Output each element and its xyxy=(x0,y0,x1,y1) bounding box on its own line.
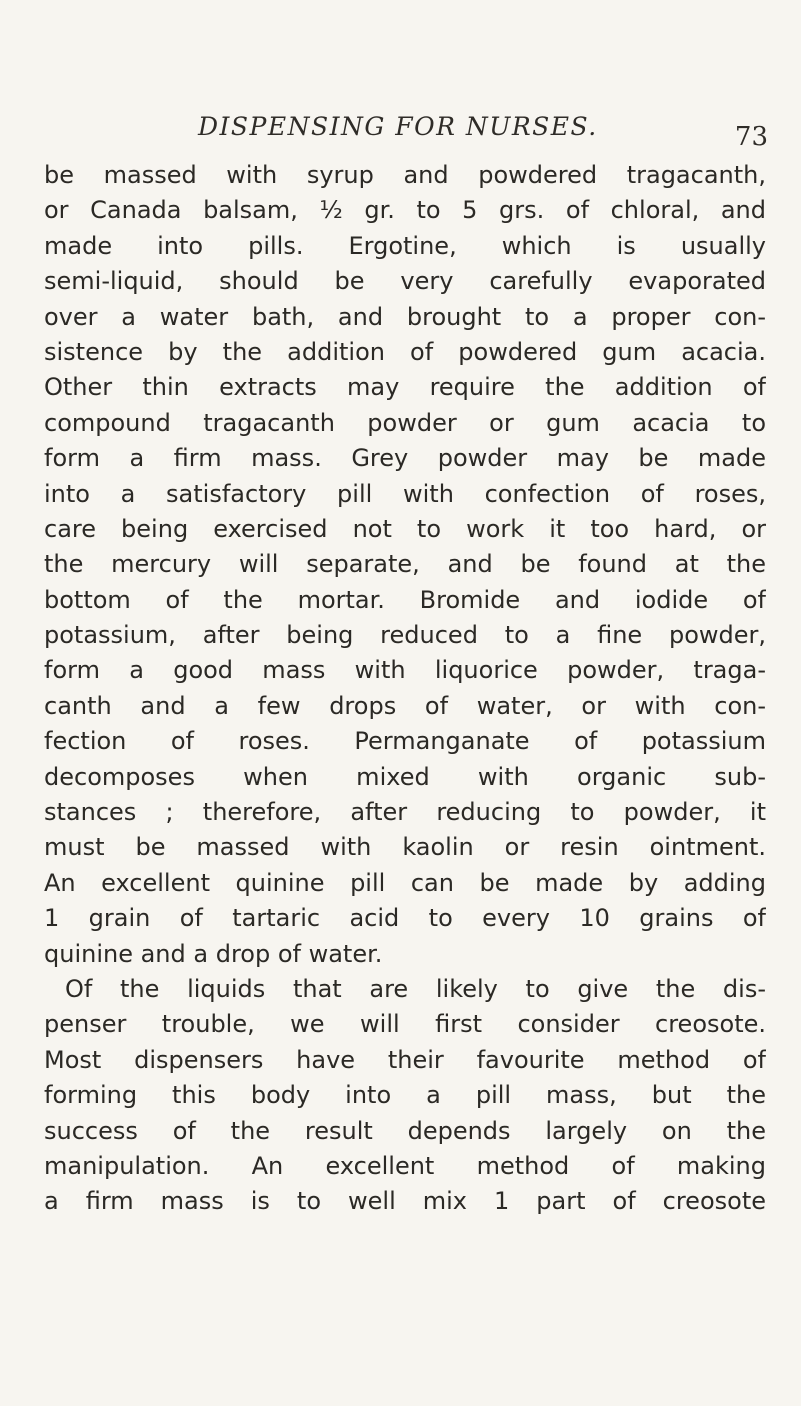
text-line: made into pills. Ergotine, which is usually xyxy=(44,231,766,260)
text-line: quinine and a drop of water. xyxy=(44,939,383,968)
running-head xyxy=(198,112,768,156)
text-line: Most dispensers have their favourite method of xyxy=(44,1045,766,1074)
text-line: be massed with syrup and powdered tragacanth, xyxy=(44,161,766,189)
text-line: success of the result depends largely on the xyxy=(44,1116,766,1145)
text-line: canth and a few drops of water, or with con- xyxy=(44,691,766,720)
text-line: potassium, after being reduced to a fine powder, xyxy=(44,621,766,650)
text-line: compound tragacanth powder or gum acacia to xyxy=(44,408,766,437)
text-line: into a satisfactory pill with confection of roses, xyxy=(44,479,766,508)
text-line: form a good mass with liquorice powder, traga- xyxy=(44,656,766,685)
text-line: over a water bath, and brought to a proper con- xyxy=(44,302,766,331)
text-line: must be massed with kaolin or resin ointment. xyxy=(44,833,766,862)
text-line: the mercury will separate, and be found at the xyxy=(44,550,766,579)
running-title: DISPENSING FOR NURSES. xyxy=(198,112,598,141)
text-line: decomposes when mixed with organic sub- xyxy=(44,762,766,791)
text-line: stances ; therefore, after reducing to powder, it xyxy=(44,798,766,827)
text-line: Other thin extracts may require the addition of xyxy=(44,373,766,402)
text-line: Of the liquids that are likely to give the dis- xyxy=(65,974,766,1003)
text-line: form a firm mass. Grey powder may be made xyxy=(44,444,766,473)
text-line: manipulation. An excellent method of making xyxy=(44,1151,766,1180)
body-text xyxy=(44,158,766,1220)
text-line: care being exercised not to work it too hard, or xyxy=(44,514,766,543)
text-line: a firm mass is to well mix 1 part of creosote xyxy=(44,1187,766,1216)
text-line: An excellent quinine pill can be made by adding xyxy=(44,868,766,897)
text-line: forming this body into a pill mass, but the xyxy=(44,1081,766,1110)
page-number: 73 xyxy=(734,122,768,152)
text-line: fection of roses. Permanganate of potassium xyxy=(44,727,766,756)
text-line: or Canada balsam, ½ gr. to 5 grs. of chloral, and xyxy=(44,196,766,225)
text-line: bottom of the mortar. Bromide and iodide of xyxy=(44,585,766,614)
text-line: sistence by the addition of powdered gum acacia. xyxy=(44,337,766,366)
text-line: penser trouble, we will first consider creosote. xyxy=(44,1010,766,1039)
text-line: 1 grain of tartaric acid to every 10 grains of xyxy=(44,904,766,933)
text-line: semi-liquid, should be very carefully evaporated xyxy=(44,267,766,296)
